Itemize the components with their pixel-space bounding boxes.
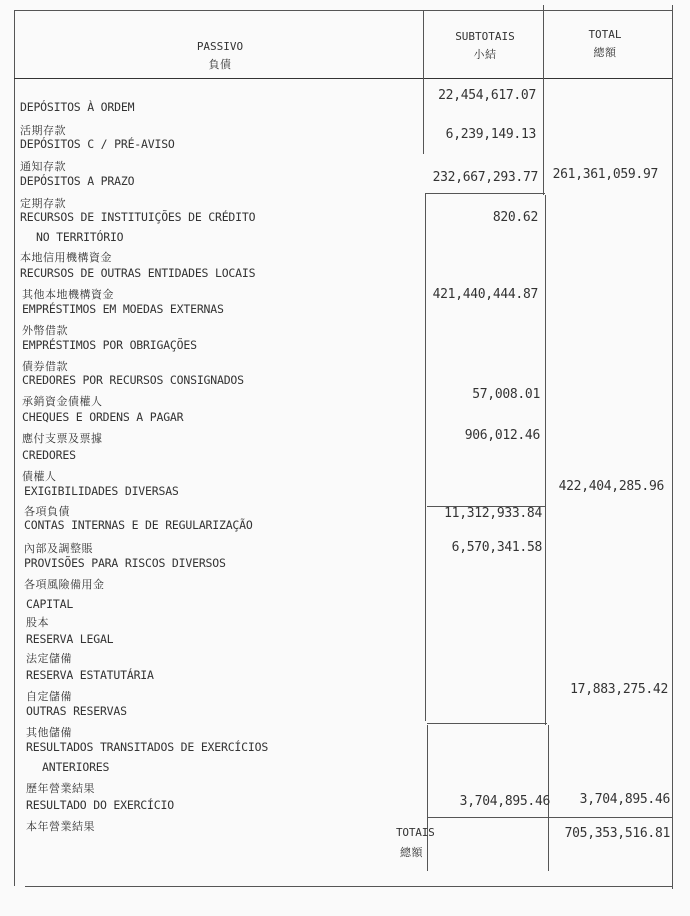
row-label-zh: 其他儲備	[26, 726, 72, 739]
footer-totais-zh: 總額	[400, 846, 423, 859]
row-label-zh: 其他本地機構資金	[22, 288, 114, 301]
subtotal-value: 906,012.46	[464, 428, 540, 443]
row-label: RECURSOS DE INSTITUIÇÕES DE CRÉDITO	[20, 210, 256, 224]
row-label: EMPRÉSTIMOS POR OBRIGAÇÕES	[22, 338, 197, 352]
row-label-zh: 承銷資金債權人	[22, 395, 103, 408]
footer-totais: TOTAIS	[396, 826, 435, 839]
total-value: 261,361,059.97	[552, 167, 658, 182]
row-label: RESERVA LEGAL	[26, 632, 114, 646]
row-label: DEPÓSITOS A PRAZO	[20, 174, 135, 188]
row-label-zh: 股本	[26, 616, 49, 629]
row-label: DEPÓSITOS À ORDEM	[20, 100, 135, 114]
row-label: CREDORES	[22, 448, 76, 462]
sep-capital	[427, 723, 547, 724]
header-total: TOTAL	[588, 28, 622, 41]
row-label-zh: 本年營業結果	[26, 820, 95, 833]
row-label-zh: 應付支票及票據	[22, 432, 103, 445]
subtotal-value: 421,440,444.87	[432, 287, 538, 302]
left-border	[14, 10, 15, 886]
row-label-zh: 定期存款	[20, 197, 66, 210]
row-label: OUTRAS RESERVAS	[26, 704, 127, 718]
row-label: EXIGIBILIDADES DIVERSAS	[24, 484, 179, 498]
row-label: CAPITAL	[26, 597, 74, 611]
row-label: CREDORES POR RECURSOS CONSIGNADOS	[22, 373, 244, 387]
subtotal-col-left-2	[425, 193, 426, 721]
subtotal-value: 11,312,933.84	[444, 506, 542, 521]
subtotal-col-left-3	[427, 725, 428, 871]
subtotal-value: 3,704,895.46	[459, 794, 550, 809]
row-label-cont: ANTERIORES	[42, 760, 110, 774]
row-label-cont: NO TERRITÓRIO	[36, 230, 124, 244]
bottom-border	[25, 886, 672, 887]
header-passivo: PASSIVO	[196, 40, 244, 53]
total-value: 3,704,895.46	[579, 792, 670, 807]
row-label-zh: 活期存款	[20, 124, 66, 137]
right-border	[672, 5, 673, 889]
subtotal-col-left	[423, 10, 424, 154]
subtotal-col-right	[543, 5, 544, 195]
subtotal-value: 6,239,149.13	[445, 127, 536, 142]
row-label-zh: 外幣借款	[22, 324, 68, 337]
row-label: RECURSOS DE OUTRAS ENTIDADES LOCAIS	[20, 266, 256, 280]
row-label-zh: 歷年營業結果	[26, 782, 95, 795]
row-label-zh: 通知存款	[20, 160, 66, 173]
subtotal-value: 22,454,617.07	[438, 88, 536, 103]
subtotal-value: 232,667,293.77	[432, 170, 538, 185]
row-label: CONTAS INTERNAS E DE REGULARIZAÇÃO	[24, 518, 253, 532]
header-divider	[14, 78, 672, 79]
grand-total-value: 705,353,516.81	[564, 826, 670, 841]
row-label: RESULTADO DO EXERCÍCIO	[26, 798, 174, 812]
row-label: CHEQUES E ORDENS A PAGAR	[22, 410, 184, 424]
header-passivo-zh: 負債	[208, 58, 232, 71]
subtotal-value: 820.62	[492, 210, 538, 225]
row-label: RESERVA ESTATUTÁRIA	[26, 668, 154, 682]
row-label-zh: 各項負債	[24, 505, 70, 518]
row-label: EMPRÉSTIMOS EM MOEDAS EXTERNAS	[22, 302, 224, 316]
row-label-zh: 債權人	[22, 470, 57, 483]
row-label: PROVISÕES PARA RISCOS DIVERSOS	[24, 556, 226, 570]
top-border	[14, 10, 672, 11]
total-value: 422,404,285.96	[558, 479, 664, 494]
sep-depositos	[425, 193, 545, 194]
row-label-zh: 本地信用機構資金	[20, 251, 112, 264]
row-label-zh: 債券借款	[22, 360, 68, 373]
row-label-zh: 各項風險備用金	[24, 578, 105, 591]
row-label: RESULTADOS TRANSITADOS DE EXERCÍCIOS	[26, 740, 269, 754]
header-subtotais: SUBTOTAIS	[455, 30, 515, 43]
row-label-zh: 內部及調整賬	[24, 542, 93, 555]
header-total-zh: 總額	[593, 46, 617, 59]
sep-resultado	[427, 817, 672, 818]
subtotal-value: 57,008.01	[472, 387, 540, 402]
row-label-zh: 法定儲備	[26, 652, 72, 665]
header-subtotais-zh: 小結	[473, 48, 497, 61]
row-label-zh: 自定儲備	[26, 690, 72, 703]
row-label: DEPÓSITOS C / PRÉ-AVISO	[20, 137, 175, 151]
subtotal-col-right-2	[545, 195, 546, 725]
subtotal-value: 6,570,341.58	[451, 540, 542, 555]
total-value: 17,883,275.42	[570, 682, 668, 697]
